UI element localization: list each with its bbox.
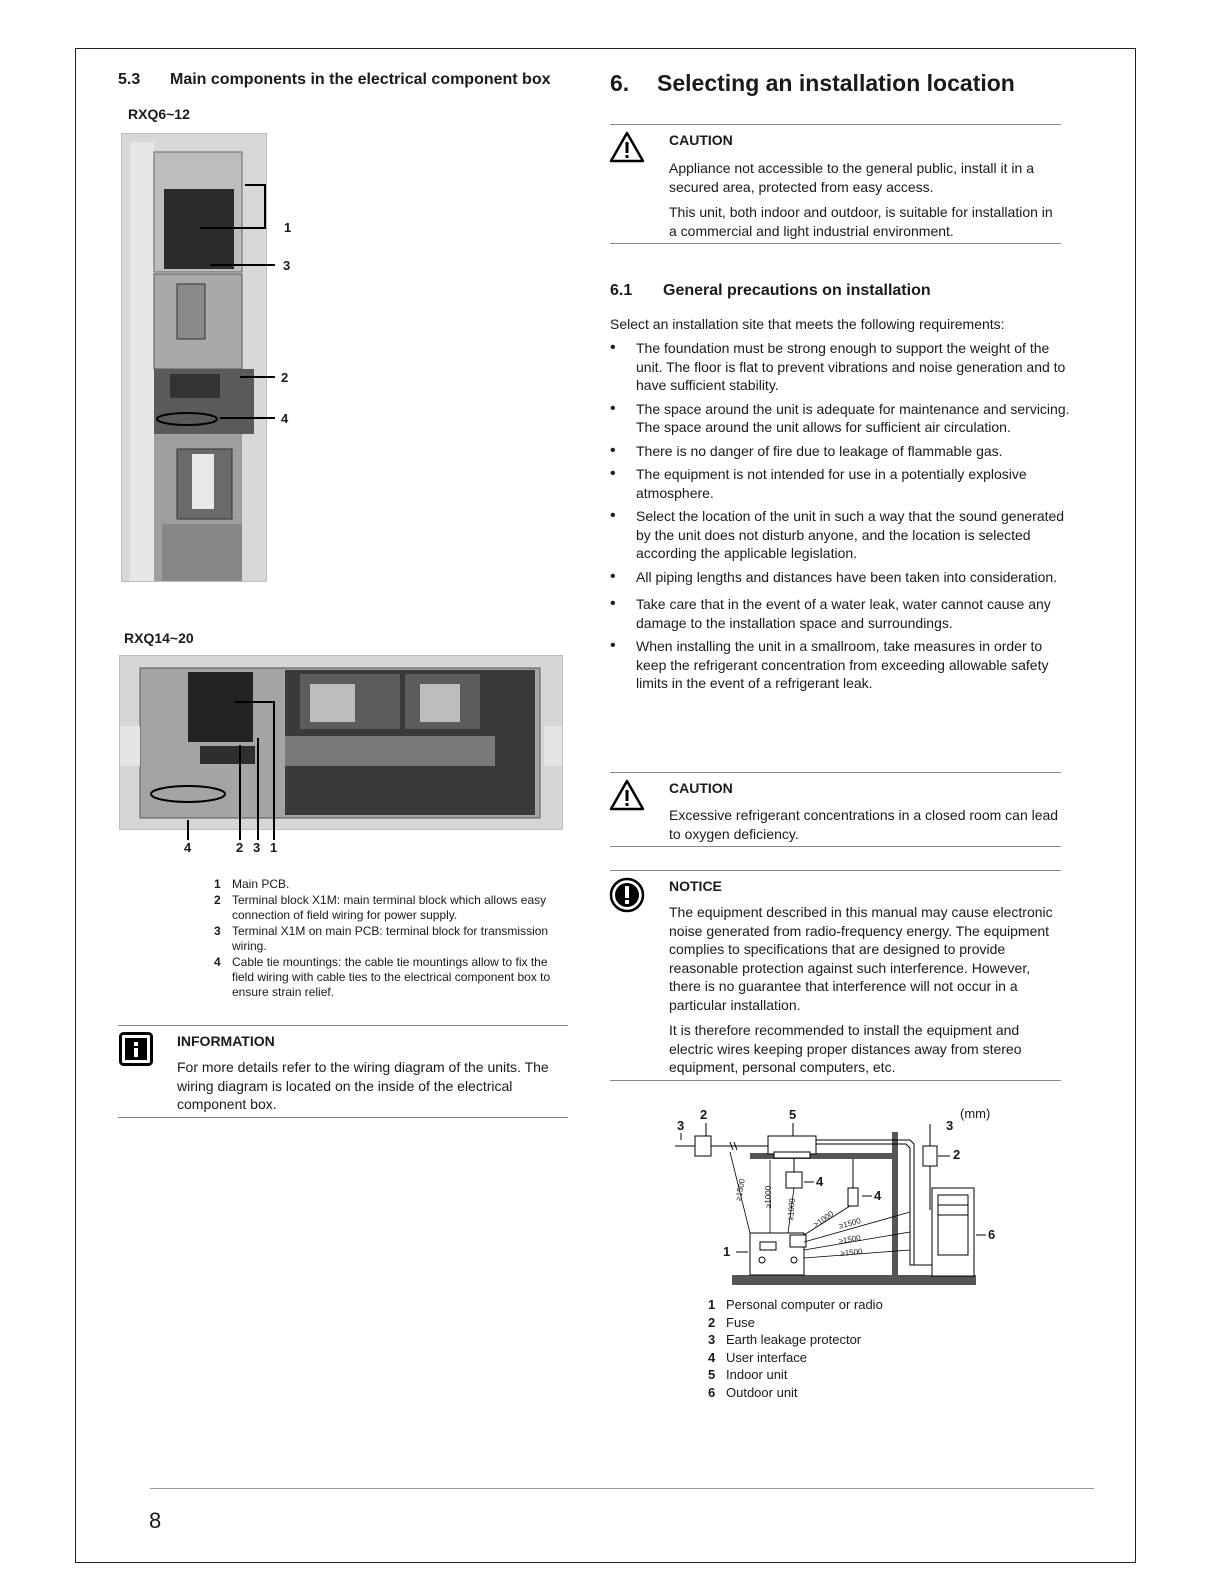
diagram-unit: (mm) bbox=[960, 1106, 991, 1121]
dimension-label: ≥1000 bbox=[764, 1185, 773, 1208]
model-label-b: RXQ14~20 bbox=[124, 630, 194, 646]
callout-lines-a bbox=[200, 180, 300, 440]
list-item: • There is no danger of fire due to leakage of flammable gas. bbox=[610, 442, 1075, 461]
legend-item: 4 User interface bbox=[708, 1349, 807, 1365]
installation-distance-diagram bbox=[670, 1100, 1010, 1290]
legend-item: 3 Earth leakage protector bbox=[708, 1332, 862, 1347]
list-item: • The foundation must be strong enough to support the weight of the unit. The floor is flat to prevent vibrations and noise generation and to have sufficient stability. bbox=[610, 339, 1075, 395]
legend-item: 4 Cable tie mountings: the cable tie mountings allow to fix the field wiring with cable ties to the electrical component box to ensure strain relief. bbox=[214, 955, 551, 999]
info-title: INFORMATION bbox=[177, 1033, 275, 1049]
callout-lines-b bbox=[180, 690, 290, 842]
page-number: 8 bbox=[149, 1508, 162, 1533]
legend-item: 1 Main PCB. bbox=[214, 877, 290, 891]
diagram-label: 3 bbox=[946, 1118, 954, 1133]
requirements-list bbox=[610, 339, 1075, 698]
dimension-label: ≥1000 bbox=[786, 1197, 797, 1221]
legend-item: 3 Terminal X1M on main PCB: terminal block for transmission wiring. bbox=[214, 924, 549, 953]
model-label-a: RXQ6~12 bbox=[128, 106, 190, 122]
subsection-number: 6.1 bbox=[610, 282, 633, 299]
callout-b-2: 2 bbox=[236, 840, 244, 855]
dimension-label: ≥1000 bbox=[812, 1209, 836, 1230]
diagram-legend bbox=[708, 1297, 968, 1402]
info-bottom-rule bbox=[118, 1117, 568, 1118]
legend-item: 6 Outdoor unit bbox=[708, 1384, 798, 1400]
info-top-rule bbox=[118, 1025, 568, 1026]
legend-item: 2 Terminal block X1M: main terminal block which allows easy connection of field wiring for power supply. bbox=[214, 893, 547, 922]
list-item: • When installing the unit in a smallroom, take measures in order to keep the refrigerant concentration from exceeding allowable safety limits in the event of a refrigerant leak. bbox=[610, 637, 1075, 693]
dimension-label: ≥1500 bbox=[838, 1233, 862, 1246]
info-text: For more details refer to the wiring diagram of the units. The wiring diagram is located on the inside of the electrical component box. bbox=[177, 1059, 549, 1112]
diagram-label: 3 bbox=[677, 1118, 685, 1133]
callout-a-1: 1 bbox=[284, 220, 292, 235]
diagram-label: 1 bbox=[723, 1244, 731, 1259]
component-legend bbox=[214, 877, 568, 1001]
callout-a-3: 3 bbox=[283, 258, 291, 273]
callout-b-3: 3 bbox=[253, 840, 261, 855]
notice-icon bbox=[609, 877, 645, 918]
diagram-label: 6 bbox=[988, 1227, 996, 1242]
caution1-title: CAUTION bbox=[669, 132, 733, 148]
legend-item: 5 Indoor unit bbox=[708, 1367, 788, 1382]
chapter-number: 6. bbox=[610, 70, 630, 96]
caution2-title: CAUTION bbox=[669, 780, 733, 796]
caution2-bottom-rule bbox=[610, 846, 1061, 847]
chapter-title: Selecting an installation location bbox=[657, 70, 1015, 96]
callout-a-4: 4 bbox=[281, 411, 289, 426]
notice-top-rule bbox=[610, 870, 1061, 871]
notice-bottom-rule bbox=[610, 1080, 1061, 1081]
caution1-bottom-rule bbox=[610, 243, 1061, 244]
legend-item: 2 Fuse bbox=[708, 1314, 755, 1330]
diagram-label: 2 bbox=[700, 1107, 708, 1122]
legend-item: 1 Personal computer or radio bbox=[708, 1297, 883, 1312]
diagram-label: 5 bbox=[789, 1107, 797, 1122]
warning-triangle-icon bbox=[609, 779, 645, 816]
notice-title: NOTICE bbox=[669, 878, 722, 894]
warning-triangle-icon bbox=[609, 131, 645, 168]
callout-a-2: 2 bbox=[281, 370, 289, 385]
subsection-title: General precautions on installation bbox=[663, 282, 931, 299]
dimension-label: ≥1500 bbox=[838, 1216, 862, 1231]
list-item: • The equipment is not intended for use in a potentially explosive atmosphere. bbox=[610, 465, 1075, 502]
requirements-intro: Select an installation site that meets the following requirements: bbox=[610, 316, 1005, 332]
caution2-text: Excessive refrigerant concentrations in a closed room can lead to oxygen deficiency. bbox=[669, 807, 1059, 842]
section-title: Main components in the electrical component box bbox=[170, 71, 551, 88]
callout-b-1: 1 bbox=[270, 840, 278, 855]
info-icon bbox=[119, 1032, 153, 1071]
caution1-paragraph-1: Appliance not accessible to the general public, install it in a secured area, protected from easy access. bbox=[669, 160, 1034, 195]
diagram-label: 4 bbox=[816, 1174, 824, 1189]
caution1-top-rule bbox=[610, 124, 1061, 125]
list-item: • All piping lengths and distances have been taken into consideration. bbox=[610, 568, 1075, 587]
callout-b-4: 4 bbox=[184, 840, 192, 855]
notice-paragraph-2: It is therefore recommended to install the equipment and electric wires keeping proper distances away from stereo equipment, personal computers, etc. bbox=[669, 1022, 1022, 1075]
caution1-paragraph-2: This unit, both indoor and outdoor, is suitable for installation in a commercial and light industrial environment. bbox=[669, 204, 1053, 239]
footer-rule bbox=[150, 1488, 1094, 1489]
diagram-label: 4 bbox=[874, 1188, 882, 1203]
notice-paragraph-1: The equipment described in this manual may cause electronic noise generated from radio-frequency energy. The equipment complies to specifications that are designed to provide reasonable protection against such interference. However, there is no guarantee that interference will not occur in a particular installation. bbox=[669, 904, 1053, 1013]
list-item: • Select the location of the unit in such a way that the sound generated by the unit does not disturb anyone, and the location is selected according the applicable legislation. bbox=[610, 507, 1075, 563]
dimension-label: ≥1500 bbox=[734, 1178, 747, 1202]
dimension-label: ≥1500 bbox=[840, 1247, 863, 1258]
list-item: • Take care that in the event of a water leak, water cannot cause any damage to the installation space and surroundings. bbox=[610, 595, 1075, 632]
caution2-top-rule bbox=[610, 772, 1061, 773]
diagram-label: 2 bbox=[953, 1147, 961, 1162]
list-item: • The space around the unit is adequate for maintenance and servicing. The space around the unit allows for sufficient air circulation. bbox=[610, 400, 1075, 437]
section-number: 5.3 bbox=[118, 71, 141, 88]
